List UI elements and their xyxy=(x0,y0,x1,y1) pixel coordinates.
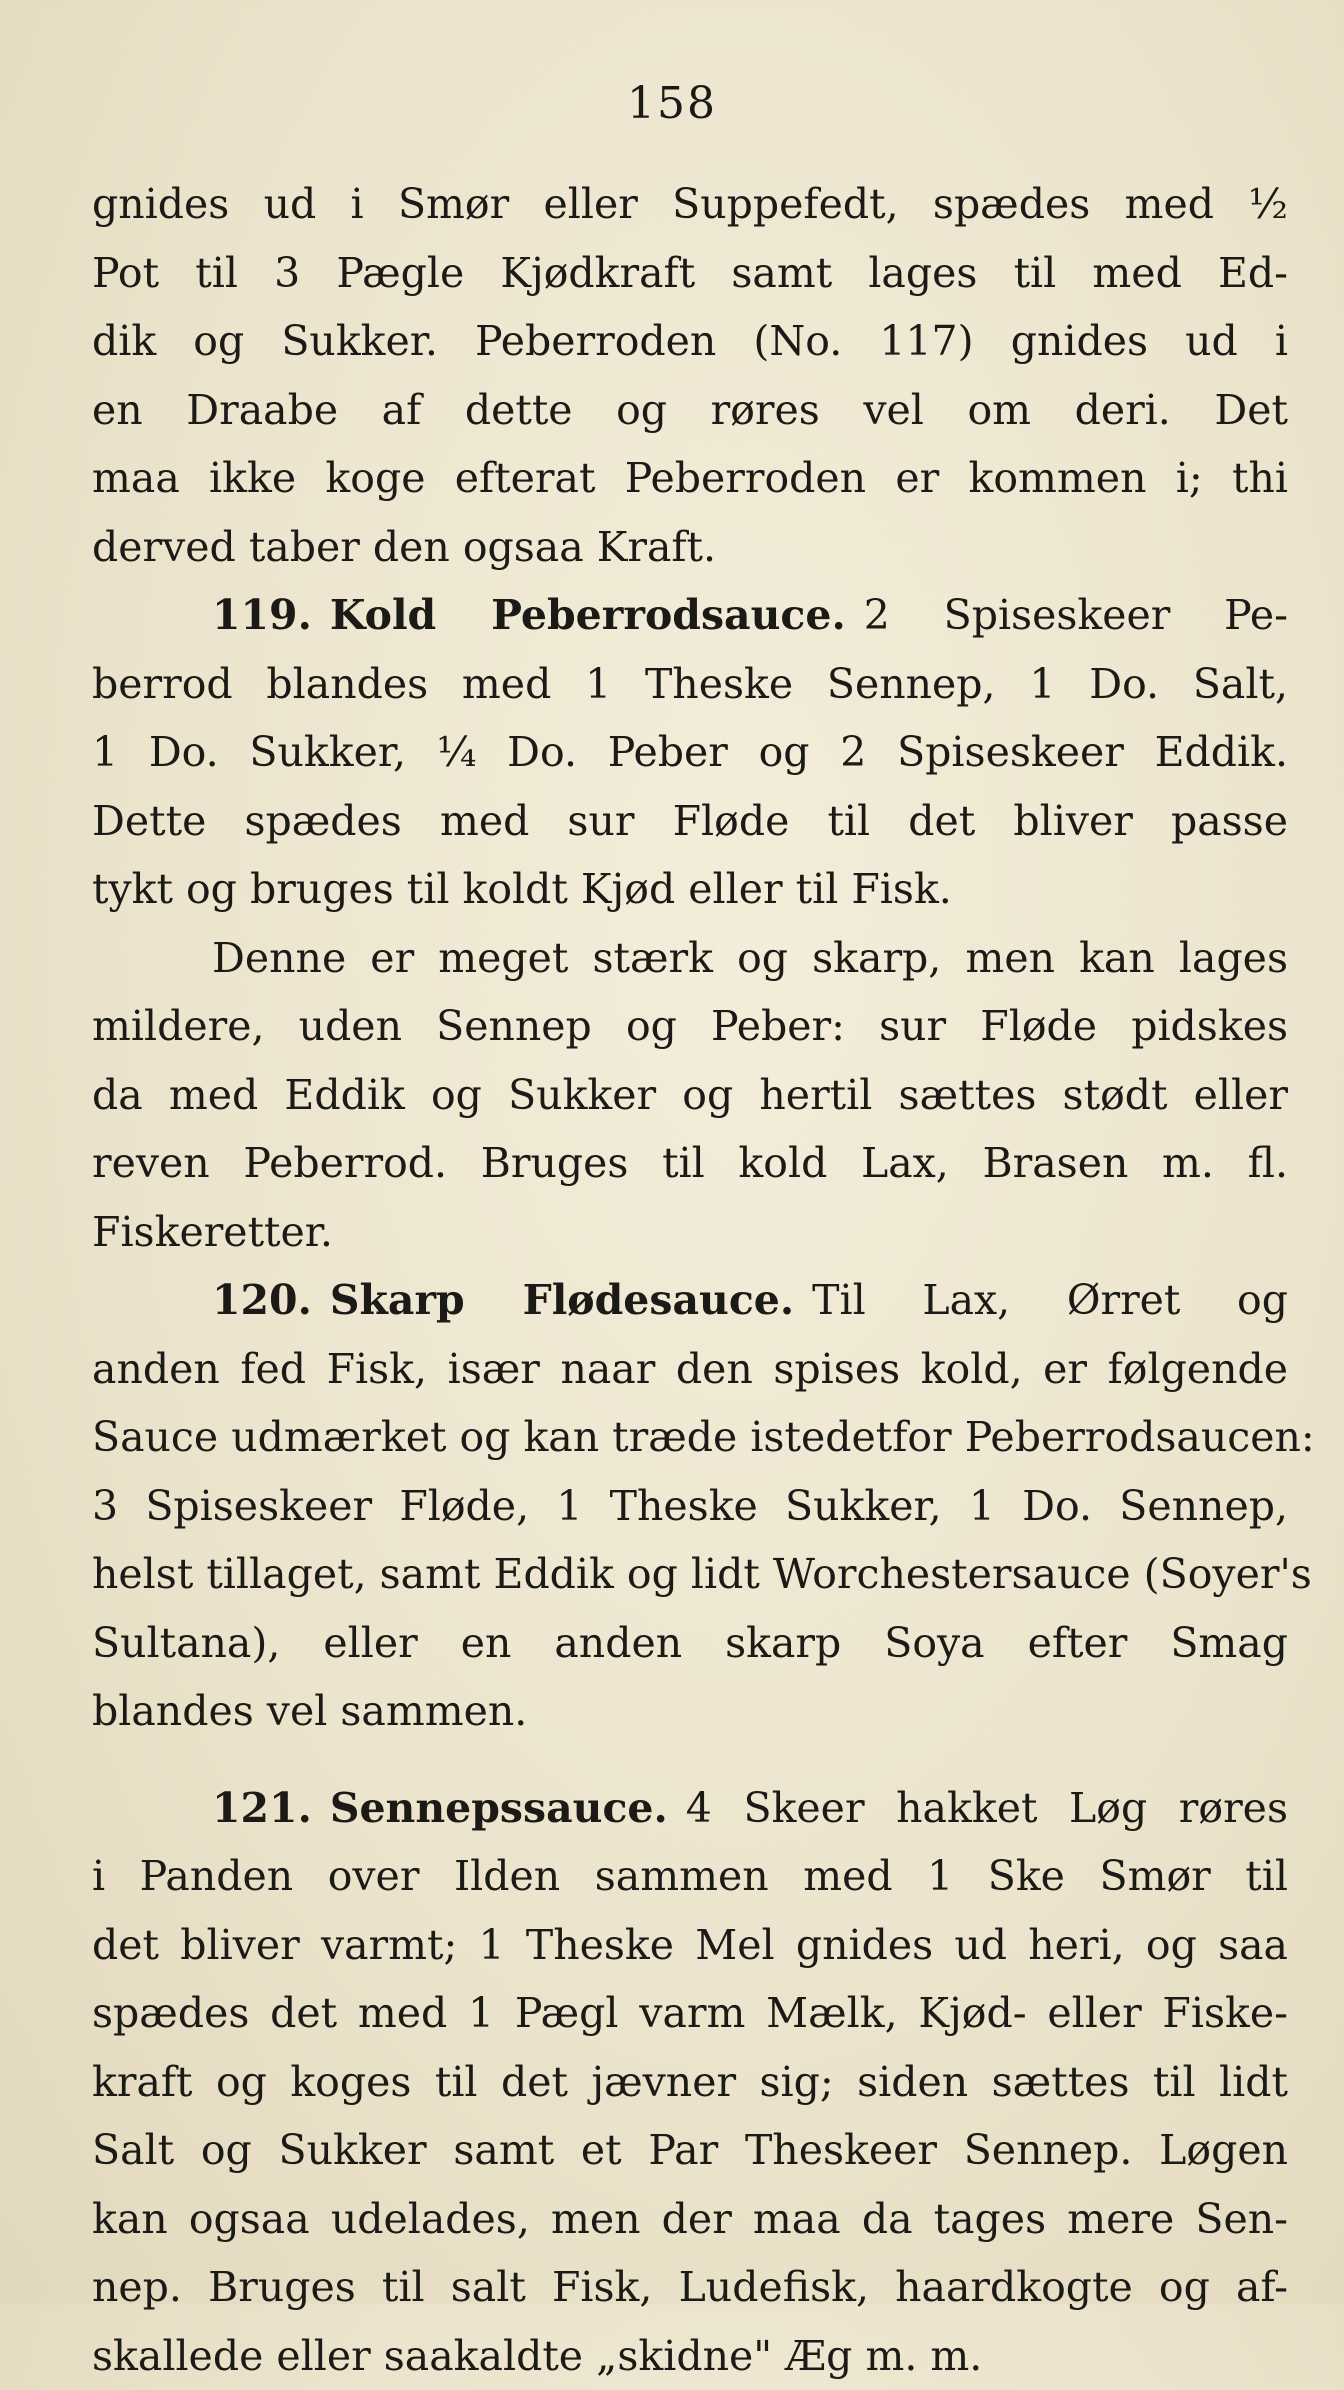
text-line: berrod blandes med 1 Theske Sennep, 1 Do. Salt, xyxy=(92,650,1288,719)
text-line: da med Eddik og Sukker og hertil sættes stødt eller xyxy=(92,1061,1288,1130)
text-line: det bliver varmt; 1 Theske Mel gnides ud heri, og saa xyxy=(92,1911,1288,1980)
paragraph-continuation xyxy=(92,170,1288,581)
recipe-119 xyxy=(92,581,1288,924)
text-line: Denne er meget stærk og skarp, men kan lages xyxy=(92,924,1288,993)
recipe-heading-line xyxy=(92,1266,1288,1335)
text-line: reven Peberrod. Bruges til kold Lax, Brasen m. fl. xyxy=(92,1129,1288,1198)
text-line: dik og Sukker. Peberroden (No. 117) gnides ud i xyxy=(92,307,1288,376)
recipe-number: 120. xyxy=(212,1276,312,1324)
text-line: Sauce udmærket og kan træde istedetfor Peberrodsaucen: xyxy=(92,1403,1288,1472)
text-line: maa ikke koge efterat Peberroden er kommen i; thi xyxy=(92,444,1288,513)
paragraph-gap xyxy=(92,1746,1288,1774)
text-line: en Draabe af dette og røres vel om deri. Det xyxy=(92,376,1288,445)
text-line: derved taber den ogsaa Kraft. xyxy=(92,513,1288,582)
recipe-title: Sennepssauce. xyxy=(330,1784,668,1832)
text-line: 3 Spiseskeer Fløde, 1 Theske Sukker, 1 Do. Sennep, xyxy=(92,1472,1288,1541)
page-text xyxy=(92,170,1288,2390)
text-line: nep. Bruges til salt Fisk, Ludefisk, haardkogte og af- xyxy=(92,2253,1288,2322)
recipe-title: Kold Peberrodsauce. xyxy=(330,591,846,639)
recipe-title: Skarp Flødesauce. xyxy=(330,1276,794,1324)
text-fragment: 2 Spiseskeer Pe- xyxy=(864,591,1288,639)
page-number: 158 xyxy=(0,78,1344,129)
text-fragment: Til Lax, Ørret og xyxy=(812,1276,1288,1324)
recipe-121 xyxy=(92,1774,1288,2390)
text-fragment: 4 Skeer hakket Løg røres xyxy=(686,1784,1288,1832)
text-line: Salt og Sukker samt et Par Theskeer Sennep. Løgen xyxy=(92,2116,1288,2185)
recipe-120 xyxy=(92,1266,1288,1746)
text-line: tykt og bruges til koldt Kjød eller til Fisk. xyxy=(92,855,1288,924)
text-line: spædes det med 1 Pægl varm Mælk, Kjød- eller Fiske- xyxy=(92,1979,1288,2048)
text-line: Dette spædes med sur Fløde til det bliver passe xyxy=(92,787,1288,856)
text-line: blandes vel sammen. xyxy=(92,1677,1288,1746)
recipe-number: 119. xyxy=(212,591,312,639)
text-line: anden fed Fisk, især naar den spises kold, er følgende xyxy=(92,1335,1288,1404)
text-line: Pot til 3 Pægle Kjødkraft samt lages til med Ed- xyxy=(92,239,1288,308)
text-line: gnides ud i Smør eller Suppefedt, spædes med ½ xyxy=(92,170,1288,239)
text-line: Sultana), eller en anden skarp Soya efter Smag xyxy=(92,1609,1288,1678)
text-line: i Panden over Ilden sammen med 1 Ske Smør til xyxy=(92,1842,1288,1911)
text-line: kraft og koges til det jævner sig; siden sættes til lidt xyxy=(92,2048,1288,2117)
text-line: 1 Do. Sukker, ¼ Do. Peber og 2 Spiseskeer Eddik. xyxy=(92,718,1288,787)
text-line: Fiskeretter. xyxy=(92,1198,1288,1267)
recipe-number: 121. xyxy=(212,1784,312,1832)
recipe-heading-line xyxy=(92,1774,1288,1843)
text-line: mildere, uden Sennep og Peber: sur Fløde pidskes xyxy=(92,992,1288,1061)
text-line: skallede eller saakaldte „skidne" Æg m. m. xyxy=(92,2322,1288,2390)
text-line: helst tillaget, samt Eddik og lidt Worchestersauce (Soyer's xyxy=(92,1540,1288,1609)
text-line: kan ogsaa udelades, men der maa da tages mere Sen- xyxy=(92,2185,1288,2254)
recipe-heading-line xyxy=(92,581,1288,650)
paragraph-note xyxy=(92,924,1288,1267)
